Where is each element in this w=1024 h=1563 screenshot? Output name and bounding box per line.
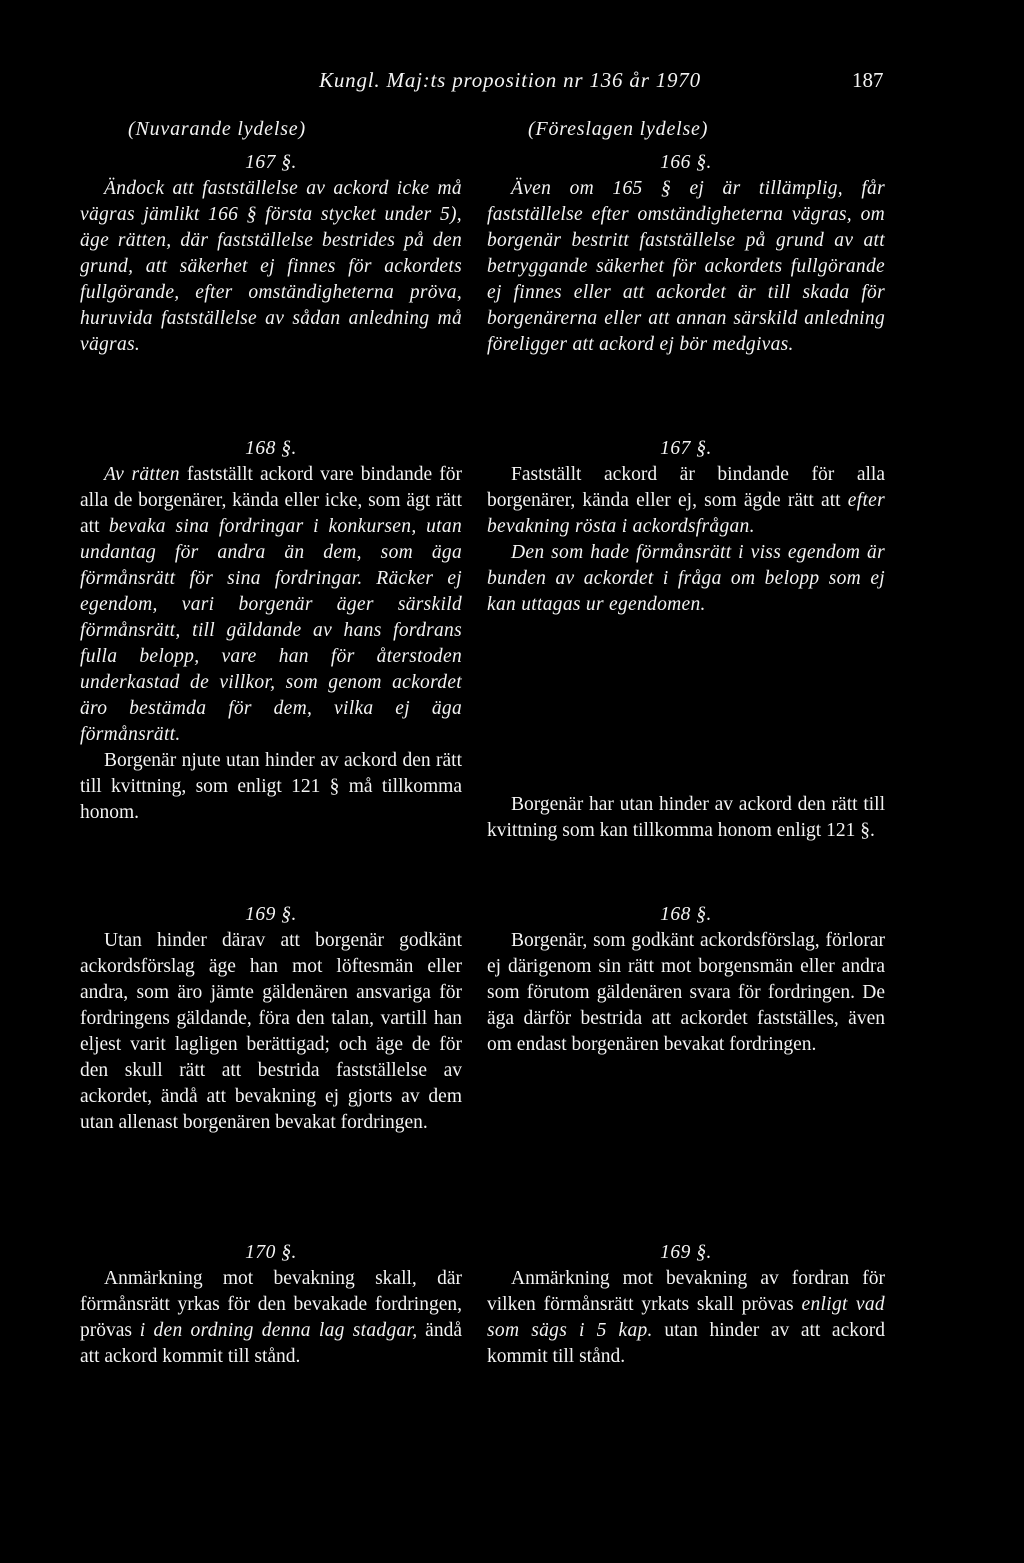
section-text: Även om 165 § ej är tillämplig, får fastställelse efter omständigheterna vägras, om borgenär bestritt fastställelse på grund av att betryggande säkerhet för ackordets fullgörande ej finnes eller att ackordet är till skada för borgenärerna eller att annan särskild anledning föreligger att ackord ej bör medgivas. (487, 178, 885, 355)
plain-text: utan hinder av att ackord kommit till stånd. (487, 1320, 885, 1367)
plain-text: ändå att ackord kommit till stånd. (80, 1320, 462, 1367)
section-number: 168 §. (660, 904, 712, 925)
section-number: 166 §. (660, 152, 712, 173)
section-paragraph-2: Den som hade förmånsrätt i viss egendom är bunden av ackordet i fråga om belopp som ej kan uttagas ur egendomen. (487, 542, 885, 615)
column-label-current: (Nuvarande lydelse) (128, 118, 306, 140)
section-text: Ändock att fastställelse av ackord icke må vägras jämlikt 166 § första stycket under 5), äge rätten, där fastställelse bestrides på den grund, att säkerhet ej finnes för ackordets fullgörande, efter omständigheterna pröva, huruvida fastställelse av sådan anledning må vägras. (80, 178, 462, 355)
section-text (487, 1266, 885, 1370)
page-number: 187 (852, 68, 884, 92)
plain-text: Fastställt ackord är bindande för alla borgenärer, kända eller ej, som ägde rätt att (487, 464, 885, 511)
plain-text: fastställt ackord vare bindande för alla de borgenärer, kända eller icke, som ägt rätt att (80, 464, 462, 537)
left-section-168 (80, 436, 462, 826)
right-section-169 (487, 1240, 885, 1370)
document-title: Kungl. Maj:ts proposition nr 136 år 1970 (319, 68, 701, 92)
right-section-167-p3 (487, 792, 885, 844)
italic-text: i den ordning denna lag stadgar, (139, 1320, 418, 1341)
right-section-168 (487, 902, 885, 1058)
section-paragraph-1 (80, 462, 462, 748)
section-text (80, 1266, 462, 1370)
section-text: Borgenär, som godkänt ackordsförslag, förlorar ej därigenom sin rätt mot borgensmän eller andra som förutom gäldenären svara för fordringen. De äga därför bestrida att ackordet fastställes, även om endast borgenären bevakat fordringen. (487, 930, 885, 1055)
section-paragraph-2: Borgenär njute utan hinder av ackord den rätt till kvittning, som enligt 121 § må tillkomma honom. (80, 750, 462, 823)
right-section-166 (487, 150, 885, 358)
italic-text: efter bevakning rösta i ackordsfrågan. (487, 490, 885, 537)
section-number: 170 §. (245, 1242, 297, 1263)
section-number: 169 §. (245, 904, 297, 925)
italic-text: Av rätten (104, 464, 180, 485)
section-paragraph-3: Borgenär har utan hinder av ackord den rätt till kvittning som kan tillkomma honom enligt 121 §. (487, 794, 885, 841)
section-number: 168 §. (245, 438, 297, 459)
section-paragraph-1 (487, 462, 885, 540)
plain-text (363, 568, 377, 589)
italic-text: enligt vad som sägs i 5 kap. (487, 1294, 885, 1341)
left-section-169 (80, 902, 462, 1136)
italic-text: Räcker ej egendom, vari borgenär äger särskild förmånsrätt, till gäldande av hans fordrans fulla belopp, vare han för återstoden underkastad de villkor, som genom ackordet äro bestämda för dem, vilka ej äga förmånsrätt. (80, 568, 463, 745)
left-section-170 (80, 1240, 462, 1370)
column-label-proposed: (Föreslagen lydelse) (528, 118, 709, 140)
section-number: 167 §. (660, 438, 712, 459)
right-section-167 (487, 436, 885, 618)
italic-text: bevaka sina fordringar i konkursen, utan undantag för andra än dem, som äga förmånsrätt för sina fordringar. (80, 516, 463, 589)
page-header (0, 68, 1024, 98)
plain-text: Anmärkning mot bevakning skall, där förmånsrätt yrkas för den bevakade fordringen, prövas (80, 1268, 462, 1341)
section-number: 167 §. (245, 152, 297, 173)
section-text: Utan hinder därav att borgenär godkänt ackordsförslag äge han mot löftesmän eller andra, som äro jämte gäldenären ansvariga för fordringens gäldande, föra den talan, vartill han eljest varit lagligen berättigad; och äge de för den skull rätt att bestrida fastställelse av ackordet, ändå att bevakning ej gjorts av dem utan allenast borgenären bevakat fordringen. (80, 930, 462, 1133)
section-number: 169 §. (660, 1242, 712, 1263)
plain-text: Anmärkning mot bevakning av fordran för vilken förmånsrätt yrkats skall prövas (487, 1268, 885, 1315)
left-section-167 (80, 150, 462, 358)
